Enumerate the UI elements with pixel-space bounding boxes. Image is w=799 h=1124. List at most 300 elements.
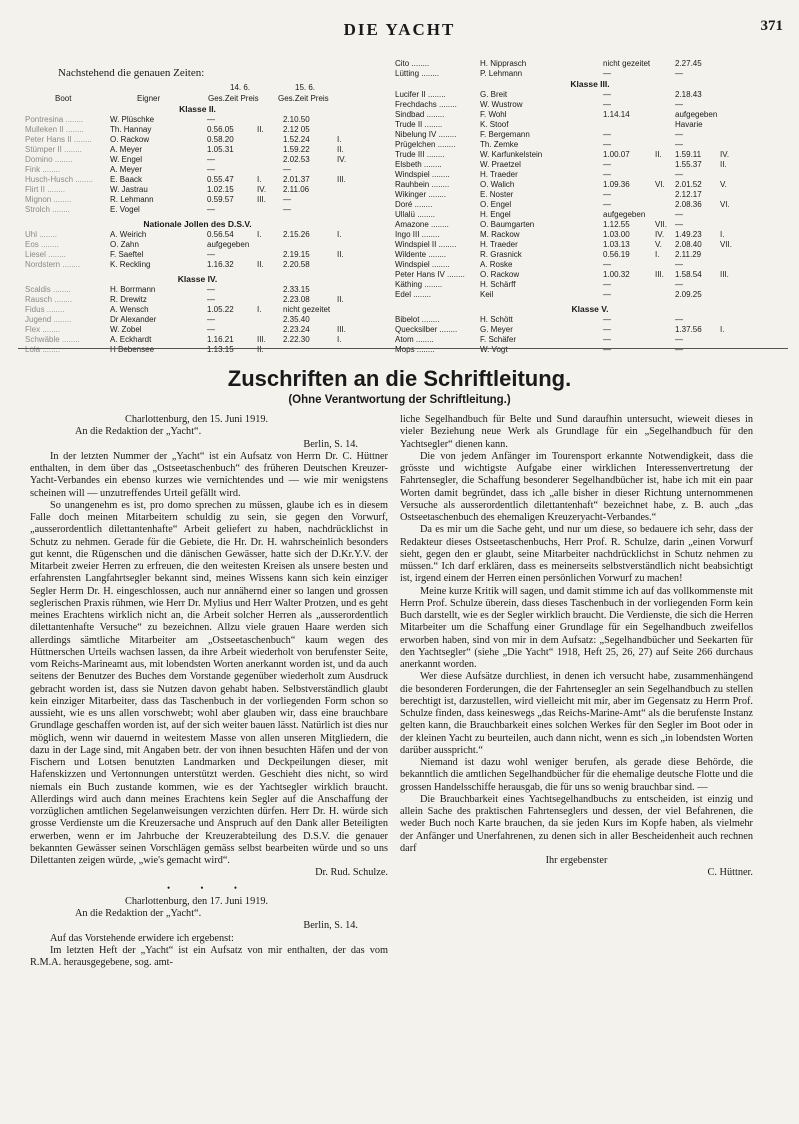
cell-eigner: W. Plüschke (110, 115, 155, 124)
cell-time-2: nicht gezeitet (283, 305, 331, 314)
cell-time-1: 0.56.19 (603, 250, 630, 259)
table-row (395, 315, 785, 325)
cell-boot: Lütting ........ (395, 69, 440, 78)
cell-eigner: Th. Zemke (480, 140, 519, 149)
table-row (395, 200, 785, 210)
cell-boot: Ullalü ........ (395, 210, 436, 219)
table-row (25, 260, 370, 270)
cell-time-1: — (207, 205, 215, 214)
article-paragraph: liche Segelhandbuch für Belte und Sund daraufhin untersucht, wieweit dieses in vieler Beziehung neue Werk als Grundlage für ein „Segelhandbuch für den Yachtsegler“ dienen kann. (400, 414, 753, 450)
cell-time-1: nicht gezeitet (603, 59, 651, 68)
journal-title: DIE YACHT (343, 20, 456, 39)
cell-eigner: P. Lehmann (480, 69, 523, 78)
cell-time-2: 2.01.52 (675, 180, 702, 189)
cell-time-2: 2.35.40 (283, 315, 310, 324)
cell-time-2: — (675, 220, 683, 229)
cell-boot: Frechdachs ........ (395, 100, 457, 109)
cell-time-2: 2.08.36 (675, 200, 702, 209)
cell-eigner: W. Wustrow (480, 100, 523, 109)
cell-time-2: 1.55.37 (675, 160, 702, 169)
intro-line: Nachstehend die genauen Zeiten: (58, 67, 205, 79)
cell-time-2: — (675, 260, 683, 269)
table-row (395, 110, 785, 120)
cell-time-1: 0.56.05 (207, 125, 234, 134)
cell-place-2: II. (337, 145, 344, 154)
table-row (395, 170, 785, 180)
cell-eigner: R. Drewitz (110, 295, 147, 304)
table-row (395, 160, 785, 170)
cell-time-2: 2.19.15 (283, 250, 310, 259)
cell-time-2: — (675, 69, 683, 78)
cell-place-2: III. (337, 325, 346, 334)
cell-time-1: aufgegeben (603, 210, 646, 219)
cell-time-1: — (603, 90, 611, 99)
cell-time-1: 0.59.57 (207, 195, 234, 204)
cell-eigner: F. Saeftel (110, 250, 144, 259)
cell-eigner: A. Meyer (110, 165, 143, 174)
cell-time-1: — (603, 140, 611, 149)
cell-time-1: 1.03.13 (603, 240, 630, 249)
cell-time-1: 1.16.21 (207, 335, 234, 344)
cell-place-1: III. (655, 270, 664, 279)
cell-time-1: 1.05.22 (207, 305, 234, 314)
cell-place-1: VII. (655, 220, 668, 229)
cell-time-2: 1.37.56 (675, 325, 702, 334)
cell-place-2: III. (337, 175, 346, 184)
table-row (395, 335, 785, 345)
cell-time-2: 1.52.24 (283, 135, 310, 144)
cell-place-1: V. (655, 240, 662, 249)
cell-boot: Windspiel ........ (395, 170, 450, 179)
table-row (395, 220, 785, 230)
cell-eigner: A. Wensch (110, 305, 149, 314)
table-row (395, 69, 785, 79)
cell-time-1: — (603, 315, 611, 324)
cell-boot: Liesel ........ (25, 250, 66, 259)
header-gz-1: Ges.Zeit Preis (208, 94, 259, 103)
separator-stars: • • • (167, 882, 251, 893)
cell-eigner: K. Reckling (110, 260, 151, 269)
article-paragraph: Die von jedem Anfänger im Tourensport erkannte Notwendigkeit, dass die grösste und wichtigste Aufgabe einer wirklichen Interessenvertretung der Fahrtensegler, die Schaffung besonderer Segelhandbücher ist, habe ich mit ein paar Worten damit begründet, dass ich „alle bisher in dieser Richtung unternommenen Versuche als ausserordentlich dilettantenhaft“ bezeichnet habe, z. B. auch „das Ostseetaschenbuch des ehemaligen Kreuzeryacht-Verbandes.“ (400, 450, 753, 523)
cell-time-1: 1.00.32 (603, 270, 630, 279)
cell-eigner: H Bebensee (110, 345, 155, 354)
cell-boot: Fink ........ (25, 165, 61, 174)
cell-time-2: 2.18.43 (675, 90, 702, 99)
right-table-body (395, 59, 785, 359)
table-row (395, 250, 785, 260)
cell-time-1: 0.58.20 (207, 135, 234, 144)
cell-time-1: 0.56.54 (207, 230, 234, 239)
cell-place-1: III. (257, 195, 266, 204)
table-row (395, 190, 785, 200)
cell-place-2: IV. (720, 150, 730, 159)
cell-eigner: A. Roske (480, 260, 513, 269)
cell-time-2: — (283, 195, 291, 204)
cell-place-1: I. (257, 175, 262, 184)
cell-place-2: V. (720, 180, 727, 189)
cell-time-2: — (675, 345, 683, 354)
article-paragraph: Berlin, S. 14. (303, 920, 358, 932)
cell-place-2: II. (720, 160, 727, 169)
table-row (395, 59, 785, 69)
cell-time-1: 1.09.36 (603, 180, 630, 189)
cell-time-1: — (603, 160, 611, 169)
table-row (395, 180, 785, 190)
cell-place-1: II. (257, 345, 264, 354)
cell-time-2: — (283, 205, 291, 214)
cell-place-1: I. (655, 250, 660, 259)
cell-time-2: — (675, 170, 683, 179)
cell-time-1: — (603, 345, 611, 354)
article-paragraph: Im letzten Heft der „Yacht“ ist ein Aufsatz von mir enthalten, der das vom R.M.A. herausgegebene, sog. amt- (30, 944, 388, 968)
cell-time-2: — (675, 140, 683, 149)
table-row (395, 345, 785, 355)
cell-place-2: III. (720, 270, 729, 279)
article-paragraph: Niemand ist dazu wohl weniger berufen, als gerade diese Behörde, die bekanntlich die amtlichen Segelhandbücher für die ehemalige deutsche Flotte und die grossen Handelsschiffe herausgab, die für uns so wenig brauchbar sind. — (400, 757, 753, 793)
cell-boot: Husch-Husch ........ (25, 175, 94, 184)
cell-place-1: III. (257, 335, 266, 344)
cell-place-2: IV. (337, 155, 347, 164)
table-row (25, 250, 370, 260)
cell-boot: Wildente ........ (395, 250, 447, 259)
cell-eigner: E. Noster (480, 190, 514, 199)
cell-time-1: — (207, 295, 215, 304)
cell-time-1: — (603, 130, 611, 139)
table-row (25, 135, 370, 145)
cell-boot: Fidus ........ (25, 305, 65, 314)
cell-time-2: — (675, 100, 683, 109)
cell-time-2: — (675, 210, 683, 219)
table-row (395, 290, 785, 300)
cell-eigner: H. Schött (480, 315, 513, 324)
cell-time-1: — (603, 325, 611, 334)
table-row (25, 145, 370, 155)
cell-time-1: — (207, 315, 215, 324)
cell-time-1: aufgegeben (207, 240, 250, 249)
article-paragraph: Die Brauchbarkeit eines Yachtsegelhandbuchs zu entscheiden, ist einzig und allein Sache des praktischen Fahrtenseglers und dessen, der viel Befahrenen, die weder Buch noch Karte brauchen, da sie jeden Kurs im Kopfe haben, als vielmehr der Anfänger und Unerfahrenen, zu denen sich in aller Bescheidenheit auch rechnen darf (400, 793, 753, 854)
cell-time-1: 1.03.00 (603, 230, 630, 239)
cell-place-1: II. (257, 125, 264, 134)
section-gap (25, 355, 370, 359)
cell-boot: Elsbeth ........ (395, 160, 442, 169)
cell-time-2: 2.11.29 (675, 250, 702, 259)
table-row (395, 120, 785, 130)
cell-time-2: — (675, 335, 683, 344)
cell-place-2: VII. (720, 240, 733, 249)
cell-time-2: 2.15.26 (283, 230, 310, 239)
table-row (395, 140, 785, 150)
cell-eigner: H. Nipprasch (480, 59, 527, 68)
cell-eigner: O. Walich (480, 180, 515, 189)
article-left-column (30, 414, 388, 969)
cell-time-1: — (603, 69, 611, 78)
cell-time-1: — (207, 115, 215, 124)
cell-boot: Rauhbein ........ (395, 180, 450, 189)
table-row (395, 100, 785, 110)
article-subtitle: (Ohne Verantwortung der Schriftleitung.) (288, 394, 511, 406)
cell-time-1: 1.02.15 (207, 185, 234, 194)
cell-place-2: I. (337, 230, 342, 239)
section-title: Klasse II. (179, 104, 216, 114)
cell-eigner: A. Weirich (110, 230, 147, 239)
cell-time-2: 2.10.50 (283, 115, 310, 124)
cell-time-1: — (603, 290, 611, 299)
cell-eigner: W. Karfunkelstein (480, 150, 543, 159)
cell-boot: Flirt II ........ (25, 185, 65, 194)
cell-boot: Quecksilber ........ (395, 325, 458, 334)
section-title: Klasse V. (571, 304, 609, 314)
table-row (395, 90, 785, 100)
cell-time-1: 0.55.47 (207, 175, 234, 184)
table-row (25, 325, 370, 335)
cell-eigner: E. Vogel (110, 205, 140, 214)
cell-place-1: I. (257, 230, 262, 239)
table-row (395, 240, 785, 250)
section-divider (18, 348, 788, 349)
cell-eigner: W. Vogt (480, 345, 508, 354)
cell-eigner: H. Engel (480, 210, 511, 219)
cell-time-2: Havarie (675, 120, 703, 129)
cell-time-1: 1.00.07 (603, 150, 630, 159)
cell-boot: Scaldis ........ (25, 285, 71, 294)
cell-time-2: 2.12 05 (283, 125, 310, 134)
cell-time-1: — (603, 170, 611, 179)
cell-boot: Käthing ........ (395, 280, 443, 289)
cell-boot: Uhl ........ (25, 230, 58, 239)
table-row (25, 345, 370, 355)
table-row (25, 125, 370, 135)
header-eigner: Eigner (137, 94, 161, 103)
cell-time-1: 1.12.55 (603, 220, 630, 229)
cell-eigner: H. Traeder (480, 240, 518, 249)
table-row (395, 210, 785, 220)
cell-time-2: — (283, 165, 291, 174)
article-paragraph: Auf das Vorstehende erwidere ich ergebenst: (50, 932, 234, 944)
cell-boot: Amazone ........ (395, 220, 449, 229)
cell-eigner: O. Rackow (110, 135, 150, 144)
section-gap (395, 355, 785, 359)
left-results-table (25, 82, 370, 359)
cell-boot: Sindbad ........ (395, 110, 445, 119)
cell-time-2: 2.33.15 (283, 285, 310, 294)
table-row (25, 155, 370, 165)
article-paragraph: Berlin, S. 14. (303, 438, 358, 450)
header-date-2: 15. 6. (295, 83, 316, 92)
left-table-body (25, 104, 370, 359)
article-right-column (400, 414, 753, 880)
article-paragraph: Charlottenburg, den 17. Juni 1919. (125, 895, 269, 907)
table-row (25, 285, 370, 295)
cell-boot: Mulleken II ........ (25, 125, 84, 134)
cell-time-1: — (207, 285, 215, 294)
cell-time-2: 2.01.37 (283, 175, 310, 184)
table-header-dates (25, 82, 370, 93)
cell-eigner: E. Baack (110, 175, 143, 184)
cell-place-2: I. (337, 135, 342, 144)
cell-eigner: Th. Hannay (110, 125, 152, 134)
cell-time-2: 2.20.58 (283, 260, 310, 269)
table-header-columns (25, 93, 370, 104)
cell-eigner: F. Schäfer (480, 335, 517, 344)
cell-place-1: IV. (257, 185, 267, 194)
cell-eigner: W. Jastrau (110, 185, 148, 194)
cell-boot: Flex ........ (25, 325, 61, 334)
table-row (25, 185, 370, 195)
cell-eigner: M. Rackow (480, 230, 520, 239)
cell-time-1: — (603, 260, 611, 269)
cell-eigner: A. Meyer (110, 145, 143, 154)
table-row (395, 150, 785, 160)
cell-boot: Atom ........ (395, 335, 434, 344)
cell-time-1: — (603, 100, 611, 109)
cell-time-2: 1.59.22 (283, 145, 310, 154)
cell-time-1: — (603, 280, 611, 289)
cell-place-2: I. (720, 325, 725, 334)
cell-time-2: — (675, 280, 683, 289)
cell-eigner: Keil (480, 290, 494, 299)
cell-place-1: I. (257, 305, 262, 314)
right-results-table (395, 59, 785, 359)
table-row (395, 280, 785, 290)
cell-time-1: 1.14.14 (603, 110, 630, 119)
table-row (395, 130, 785, 140)
cell-boot: Cito ........ (395, 59, 430, 68)
cell-eigner: G. Breit (480, 90, 508, 99)
cell-boot: Strolch ........ (25, 205, 70, 214)
cell-boot: Rausch ........ (25, 295, 73, 304)
cell-boot: Doré ........ (395, 200, 433, 209)
cell-place-1: VI. (655, 180, 665, 189)
header-boot: Boot (55, 94, 72, 103)
table-row (25, 175, 370, 185)
cell-eigner: A. Eckhardt (110, 335, 152, 344)
cell-place-1: II. (655, 150, 662, 159)
cell-boot: Pontresina ........ (25, 115, 84, 124)
cell-place-2: I. (720, 230, 725, 239)
article-paragraph: So unangenehm es ist, pro domo sprechen zu müssen, glaube ich es in diesem Falle doch meinen Mitarbeitern schuldig zu sein, sie gegen den Vorwurf, „ausserordentlich dilettantenhafte“ Arbeit geliefert zu haben, nachdrücklichst in Schutz zu nehmen. Gerade für die Gebiete, die Hr. Dr. H. wahrscheinlich besonders gut kennt, die Rügenschen und die dänischen Gewässer, hatte sich der D.Kr.Y.V. der Mitarbeit zweier Herren zu erfreuen, die den weitesten Kreisen als unsere besten und erfahrensten Langfahrtsegler bekannt sind, meines Wissens kann sich kein einziger Segler Herrn Dr. H. eingeschlossen, auch nur annähernd einer so langen und grossen seglerischen Praxis rühmen, wie Herr Dr. Mylius und Herr Walter Protzen, und es geht meines Erachtens wirklich nicht an, die Arbeit solcher Herren als „ausserordentlich dilettantenhafte Versuche“ zu bezeichnen. Allzu viele grauen Haare werden sich allerdings sämtliche Mitarbeiter am „Ostseetaschenbuch“ kaum wegen des Hüttnerschen Urteils wachsen lassen, da ihre Arbeit wiederholt von berufenster Seite, vom Reichs-Marineamt aus, mit lobendsten Worten anerkannt worden ist, und da auch seitens der Benutzer des Buches dem Vorstande gegenüber wiederholt zum Ausdruck gebracht worden ist, dass sie Nutzen davon gehabt haben. Selbstverständlich glaubt kein einziger Mitarbeiter, dass das Taschenbuch in der vorliegenden Form schon so aussieht, wie es uns allen vorschwebt; wohl aber glauben wir, dass eine brauchbare Grundlage geschaffen worden ist, auf der sich weiter bauen lässt. Natürlich ist dies nur möglich, wenn wir dauernd in weitestem Masse von allen unseren Mitgliedern, die dazu in der Lage sind, mit Angaben betr. der von ihnen besuchten Häfen und der von Fischern und Lotsen benutzten Landmarken und Deckpeilungen dieser, mit Hafenskizzen und Vertonnungen unterstützt werden. Geschieht dies nicht, so wird niemals ein Buch zustande kommen, wie es der Yachtsegler wirklich braucht. Allerdings wird auch dann meines Erachtens kein Segler auf die Anschaffung der vorzüglichen amtlichen Segelanweisungen verzichten dürfen. Herr Dr. H. würde sich grosse Verdienste um die Kreuzersache und Anspruch auf den Dank aller Beteiligten erwerben, wenn er im Jahrbuche der Kreuzerabteilung des D.S.V. die genauer bekannten Gewässer seinen Vorschlägen gemäss selbst bearbeiten würde und so uns Dilettanten zeigen würde, „wie's gemacht wird“. (30, 499, 388, 866)
cell-eigner: R. Lehmann (110, 195, 154, 204)
cell-time-1: — (603, 190, 611, 199)
cell-place-2: I. (337, 335, 342, 344)
cell-place-1: II. (257, 260, 264, 269)
article-paragraph: An die Redaktion der „Yacht“. (75, 426, 202, 438)
cell-time-2: 2.09.25 (675, 290, 702, 299)
table-row (395, 270, 785, 280)
cell-time-2: 1.59.11 (675, 150, 702, 159)
table-row (25, 240, 370, 250)
cell-boot: Domino ........ (25, 155, 73, 164)
cell-boot: Wikinger ........ (395, 190, 447, 199)
section-title: Klasse IV. (177, 274, 218, 284)
article-paragraph: Meine kurze Kritik will sagen, und damit stimme ich auf das vollkommenste mit Herrn Prof. Schulze überein, dass dieses Taschenbuch in der vorliegenden Form kein Buch darstellt, wie es der Segler wirklich braucht. Die Verdienste, die sich die Herren Mitarbeiter um die Schaffung einer Grundlage für ein Segelhandbuch zweifellos erworben haben, sind von mir in dem Aufsatz: „Segelhandbücher und Seekarten für den Yachtsegler“ (siehe „Die Yacht“ 1918, Heft 25, 26, 27) auf Seite 266 durchaus anerkannt worden. (400, 585, 753, 670)
cell-boot: Mignon ........ (25, 195, 72, 204)
cell-boot: Windspiel II ........ (395, 240, 457, 249)
cell-time-1: 1.13.15 (207, 345, 234, 354)
cell-time-2: 2.27.45 (675, 59, 702, 68)
cell-boot: Windspiel ........ (395, 260, 450, 269)
cell-time-2: 2.02.53 (283, 155, 310, 164)
table-row (25, 115, 370, 125)
table-row (25, 335, 370, 345)
cell-boot: Nordstern ........ (25, 260, 81, 269)
cell-time-2: 2.22.30 (283, 335, 310, 344)
cell-time-1: — (207, 165, 215, 174)
cell-place-2: VI. (720, 200, 730, 209)
cell-time-2: aufgegeben (675, 110, 718, 119)
table-row (395, 230, 785, 240)
cell-eigner: O. Zahn (110, 240, 139, 249)
cell-boot: Peter Hans II ........ (25, 135, 92, 144)
cell-eigner: Dr Alexander (110, 315, 157, 324)
cell-place-1: IV. (655, 230, 665, 239)
table-row (25, 315, 370, 325)
cell-time-2: — (675, 130, 683, 139)
cell-boot: Lucifer II ........ (395, 90, 446, 99)
cell-boot: Prügelchen ........ (395, 140, 456, 149)
article-paragraph: C. Hüttner. (707, 867, 753, 879)
cell-place-2: II. (337, 295, 344, 304)
cell-boot: Ingo III ........ (395, 230, 440, 239)
cell-eigner: H. Traeder (480, 170, 518, 179)
cell-eigner: K. Stoof (480, 120, 509, 129)
cell-time-2: 2.08.40 (675, 240, 702, 249)
cell-eigner: O. Baumgarten (480, 220, 535, 229)
cell-boot: Peter Hans IV ........ (395, 270, 465, 279)
cell-boot: Eos ........ (25, 240, 59, 249)
cell-time-2: 2.23.08 (283, 295, 310, 304)
article-paragraph: An die Redaktion der „Yacht“. (75, 908, 202, 919)
table-row (25, 230, 370, 240)
cell-eigner: F. Bergemann (480, 130, 530, 139)
cell-eigner: O. Rackow (480, 270, 520, 279)
section-title: Klasse III. (570, 79, 610, 89)
cell-time-2: 2.23.24 (283, 325, 310, 334)
cell-boot: Trude III ........ (395, 150, 445, 159)
cell-boot: Lola ........ (25, 345, 61, 354)
cell-time-2: 2.12.17 (675, 190, 702, 199)
cell-boot: Schwäble ........ (25, 335, 80, 344)
cell-eigner: W. Praetzel (480, 160, 521, 169)
cell-time-1: 1.16.32 (207, 260, 234, 269)
cell-time-1: 1.05.31 (207, 145, 234, 154)
cell-time-1: — (603, 335, 611, 344)
cell-boot: Bibelot ........ (395, 315, 440, 324)
table-row (25, 295, 370, 305)
cell-boot: Trude II ........ (395, 120, 443, 129)
cell-time-2: — (675, 315, 683, 324)
cell-boot: Mops ........ (395, 345, 435, 354)
table-row (25, 205, 370, 215)
article-paragraph: Da es mir um die Sache geht, und nur um diese, so bedauere ich sehr, dass der Redakteur dieses Ostseetaschenbuchs, Herr Prof. R. Schulze, darin „einen Vorwurf sieht, gegen den er glaubt, seine Mitarbeiter nachdrücklichst in Schutz nehmen zu müssen.“ Ich darf erklären, dass es meinerseits selbstverständlich nicht beabsichtigt ist, irgend einem der Herren einen persönlichen Vorwurf zu machen! (400, 524, 753, 585)
cell-boot: Stümper II ........ (25, 145, 82, 154)
header-date-1: 14. 6. (230, 83, 251, 92)
cell-eigner: G. Meyer (480, 325, 513, 334)
article-paragraph: Charlottenburg, den 15. Juni 1919. (125, 414, 269, 425)
cell-eigner: H. Schärff (480, 280, 516, 289)
article-paragraph: In der letzten Nummer der „Yacht“ ist ein Aufsatz von Herrn Dr. C. Hüttner enthalten, in dem über das „Ostseetaschenbuch“ des früheren Deutschen Kreuzer-Yacht-Verbandes ein ebenso kurzes wie vernichtendes und — wie mir wenigstens scheinen will — unzutreffendes Urteil gefällt wird. (30, 450, 388, 499)
table-row (25, 305, 370, 315)
table-row (25, 165, 370, 175)
cell-time-1: — (207, 325, 215, 334)
header-gz-2: Ges.Zeit Preis (278, 94, 329, 103)
cell-boot: Edel ........ (395, 290, 432, 299)
table-row (25, 195, 370, 205)
cell-time-2: 1.49.23 (675, 230, 702, 239)
cell-eigner: O. Engel (480, 200, 512, 209)
article-title: Zuschriften an die Schriftleitung. (227, 366, 572, 391)
section-title: Nationale Jollen des D.S.V. (143, 219, 252, 229)
cell-boot: Nibelung IV ........ (395, 130, 457, 139)
